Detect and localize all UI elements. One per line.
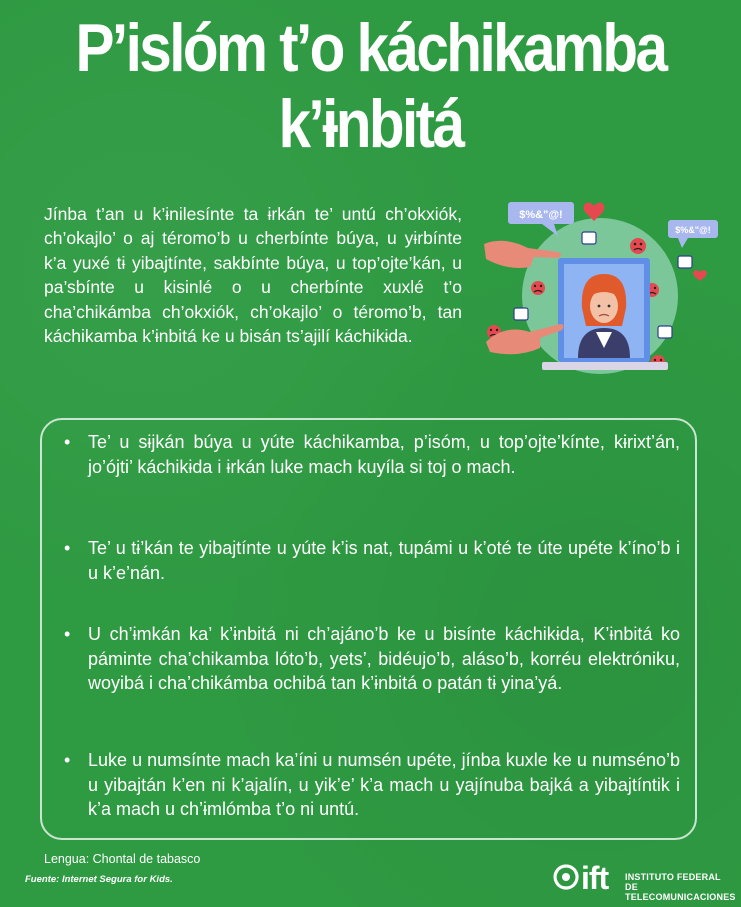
angry-face-icon — [630, 238, 646, 254]
sad-girl — [578, 274, 630, 358]
logo-wordmark: ift — [581, 860, 609, 896]
source-label: Fuente: Internet Segura for Kids. — [25, 874, 173, 885]
tip-text-2: Te’ u tɨ’kán te yibajtínte u yúte k’is nat, tupámi u k’oté te úte upéte k’íno’b i u k’e’nán. — [88, 538, 680, 583]
bullet-marker: • — [64, 432, 71, 452]
thumbs-down-icon — [514, 308, 528, 320]
logo-institution — [625, 872, 736, 902]
ift-logo — [551, 858, 736, 900]
poster-title — [52, 10, 689, 162]
antenna-icon — [551, 862, 581, 896]
intro-paragraph: Jínba t’an u k’ɨnilesínte ta ɨrkán te’ untú ch’okxiók, ch’okajlo’ o aj téromo’b u cherbínte búya, u yɨrbínte k’a yuxé tɨ yibajtínte, sakbínte búya, u top’ojte’kán, u pa’sbínte u kisinlé o u cherbínte xuxlé t’o cha’chikámba ch’okxiók, ch’okajlo’ o téromo’b, tan káchikamba k’ɨnbitá ke u bisán ts’ajilí káchikɨda. — [44, 204, 462, 347]
bullet-marker: • — [64, 624, 71, 644]
thumbs-down-icon — [582, 232, 596, 244]
title-line-1: P’islóm t’o káchikamba — [75, 10, 666, 86]
tip-text-4: Luke u numsínte mach ka’íni u numsén upéte, jínba kuxle ke u numséno’b u yibajtán k’en ni k’ajalín, u yik’e’ k’a mach u yajínuba bajká a yibajtíntik i k’a mach u ch’ɨmlómba t’o ni untú. — [88, 750, 680, 819]
logo-line-2: TELECOMUNICACIONES — [625, 892, 736, 902]
thumbs-down-icon — [658, 326, 672, 338]
tip-text-1: Te’ u sɨjkán búya u yúte káchikamba, p’isóm, u top’ojte’kínte, kɨrixt’án, jo’ójti’ káchikɨda i ɨrkán luke mach kuyíla si toj o mach. — [88, 432, 680, 477]
bullet-marker: • — [64, 538, 71, 558]
title-line-2: k’ɨnbitá — [278, 86, 463, 162]
laptop-base — [542, 362, 668, 370]
bubble-right-text: $%&"@! — [675, 225, 711, 235]
insult-bubble-right — [668, 220, 718, 248]
list-item — [64, 622, 680, 696]
bullet-marker: • — [64, 750, 71, 770]
cyberbullying-illustration — [482, 196, 722, 376]
bubble-left-text: $%&"@! — [519, 209, 563, 221]
thumbs-down-icon — [678, 256, 692, 268]
broken-heart-icon-small — [693, 270, 707, 281]
list-item — [64, 536, 680, 585]
angry-face-icon — [531, 281, 545, 295]
logo-line-1: INSTITUTO FEDERAL DE — [625, 872, 721, 892]
language-label: Lengua: Chontal de tabasco — [44, 852, 201, 866]
list-item — [64, 748, 680, 822]
list-item — [64, 430, 680, 479]
tip-text-3: U ch’ɨmkán ka’ k’ɨnbitá ni ch’ajáno’b ke u bisínte káchikɨda, K’ɨnbitá ko páminte cha’chikamba lóto’b, yets’, bidéujo’b, aláso’b, korréu elektróniku, woyibá i cha’chikámba ochibá tan k’ɨnbitá o patán tɨ yina’yá. — [88, 624, 680, 693]
